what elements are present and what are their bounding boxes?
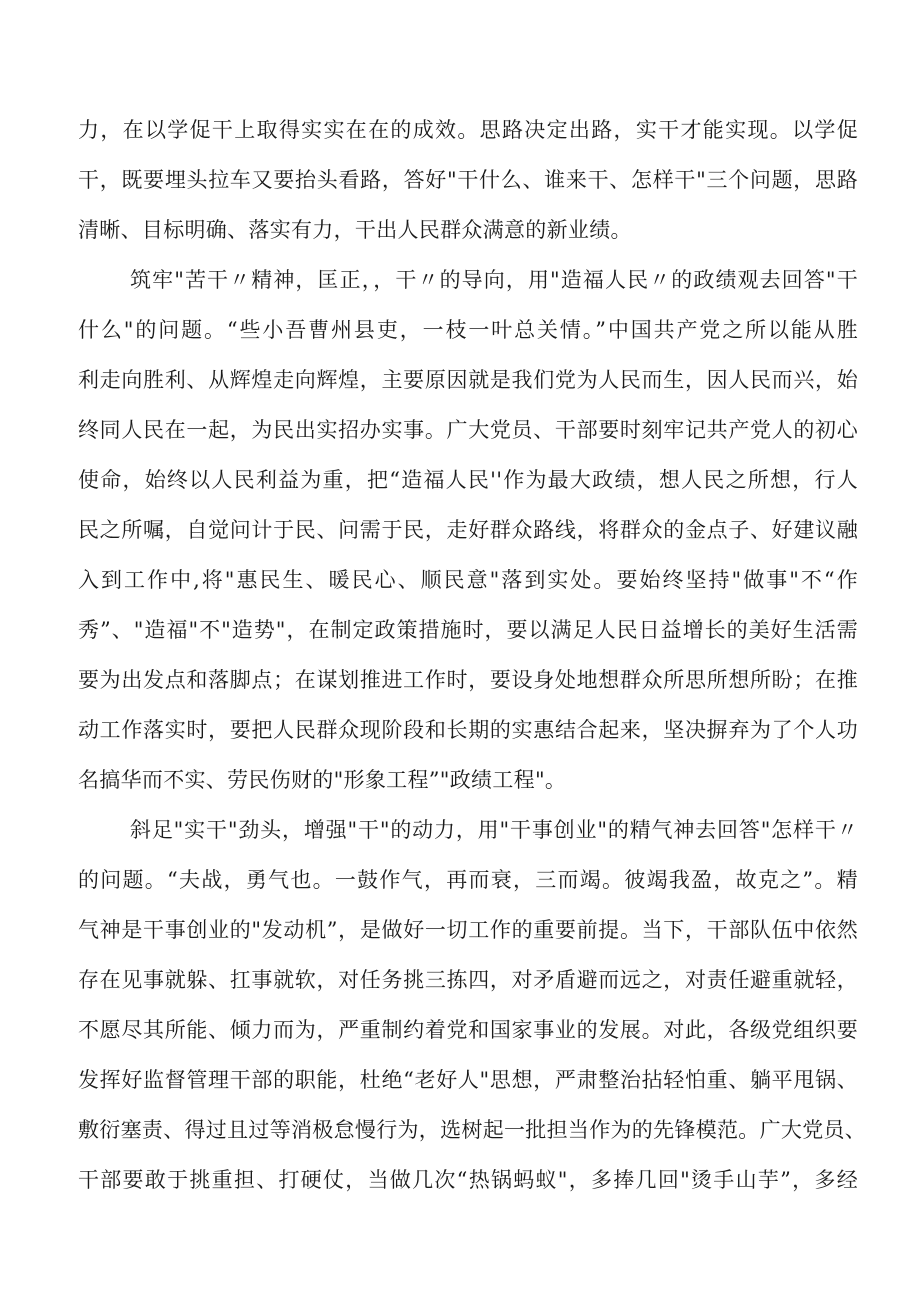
paragraph-2-line-10: 动工作落实时，要把人民群众现阶段和长期的实惠结合起来，坚决摒弃为了个人功 bbox=[78, 718, 858, 742]
paragraph-3-line-5: 不愿尽其所能、倾力而为，严重制约着党和国家事业的发展。对此，各级党组织要 bbox=[78, 1018, 858, 1042]
paragraph-3-line-1: 斜足"实干"劲头，增强"干"的动力，用"干事创业"的精气神去回答"怎样干〃 bbox=[130, 818, 858, 842]
paragraph-2-line-2: 什么"的问题。“些小吾曹州县吏，一枝一叶总关情。”中国共产党之所以能从胜 bbox=[78, 318, 858, 342]
paragraph-2-line-4: 终同人民在一起，为民出实招办实事。广大党员、干部要时刻牢记共产党人的初心 bbox=[78, 418, 858, 442]
paragraph-3-line-4: 存在见事就躲、扛事就软，对任务挑三拣四，对矛盾避而远之，对责任避重就轻， bbox=[78, 968, 858, 992]
paragraph-2-line-6: 民之所嘱，自觉问计于民、问需于民，走好群众路线，将群众的金点子、好建议融 bbox=[78, 518, 858, 542]
paragraph-1-line-1: 力，在以学促干上取得实实在在的成效。思路决定出路，实干才能实现。以学促 bbox=[78, 118, 858, 142]
paragraph-3-line-3: 气神是干事创业的"发动机”，是做好一切工作的重要前提。当下，干部队伍中依然 bbox=[78, 918, 858, 942]
paragraph-1-line-2: 干，既要埋头拉车又要抬头看路，答好"干什么、谁来干、怎样干"三个问题，思路 bbox=[78, 168, 858, 192]
paragraph-2-line-1: 筑牢"苦干〃精神，匡正，，干〃的导向，用"造福人民〃的政绩观去回答"干 bbox=[130, 268, 858, 292]
paragraph-1-line-3: 清晰、目标明确、落实有力，干出人民群众满意的新业绩。 bbox=[78, 218, 632, 242]
paragraph-2-line-9: 要为出发点和落脚点；在谋划推进工作时，要设身处地想群众所思所想所盼；在推 bbox=[78, 668, 858, 692]
paragraph-2-line-3: 利走向胜利、从辉煌走向辉煌，主要原因就是我们党为人民而生，因人民而兴，始 bbox=[78, 368, 858, 392]
paragraph-3-line-6: 发挥好监督管理干部的职能，杜绝“老好人"思想，严肃整治拈轻怕重、躺平甩锅、 bbox=[78, 1068, 858, 1092]
paragraph-2-line-7: 入到工作中,将"惠民生、暖民心、顺民意"落到实处。要始终坚持"做事"不“作 bbox=[78, 568, 858, 592]
paragraph-2-line-8: 秀”、"造福"不"造势"，在制定政策措施时，要以满足人民日益增长的美好生活需 bbox=[78, 618, 858, 642]
paragraph-2-line-5: 使命，始终以人民利益为重，把“造福人民''作为最大政绩，想人民之所想，行人 bbox=[78, 468, 858, 492]
paragraph-3-line-7: 敷衍塞责、得过且过等消极怠慢行为，选树起一批担当作为的先锋模范。广大党员、 bbox=[78, 1118, 867, 1142]
paragraph-3-line-2: 的问题。“夫战，勇气也。一鼓作气，再而衰，三而竭。彼竭我盈，故克之”。精 bbox=[78, 868, 858, 892]
paragraph-3-line-8: 干部要敢于挑重担、打硬仗，当做几次“热锅蚂蚁"，多捧几回"烫手山芋”，多经 bbox=[78, 1168, 858, 1192]
paragraph-2-line-11: 名搞华而不实、劳民伤财的"形象工程”"政绩工程"。 bbox=[78, 768, 567, 792]
